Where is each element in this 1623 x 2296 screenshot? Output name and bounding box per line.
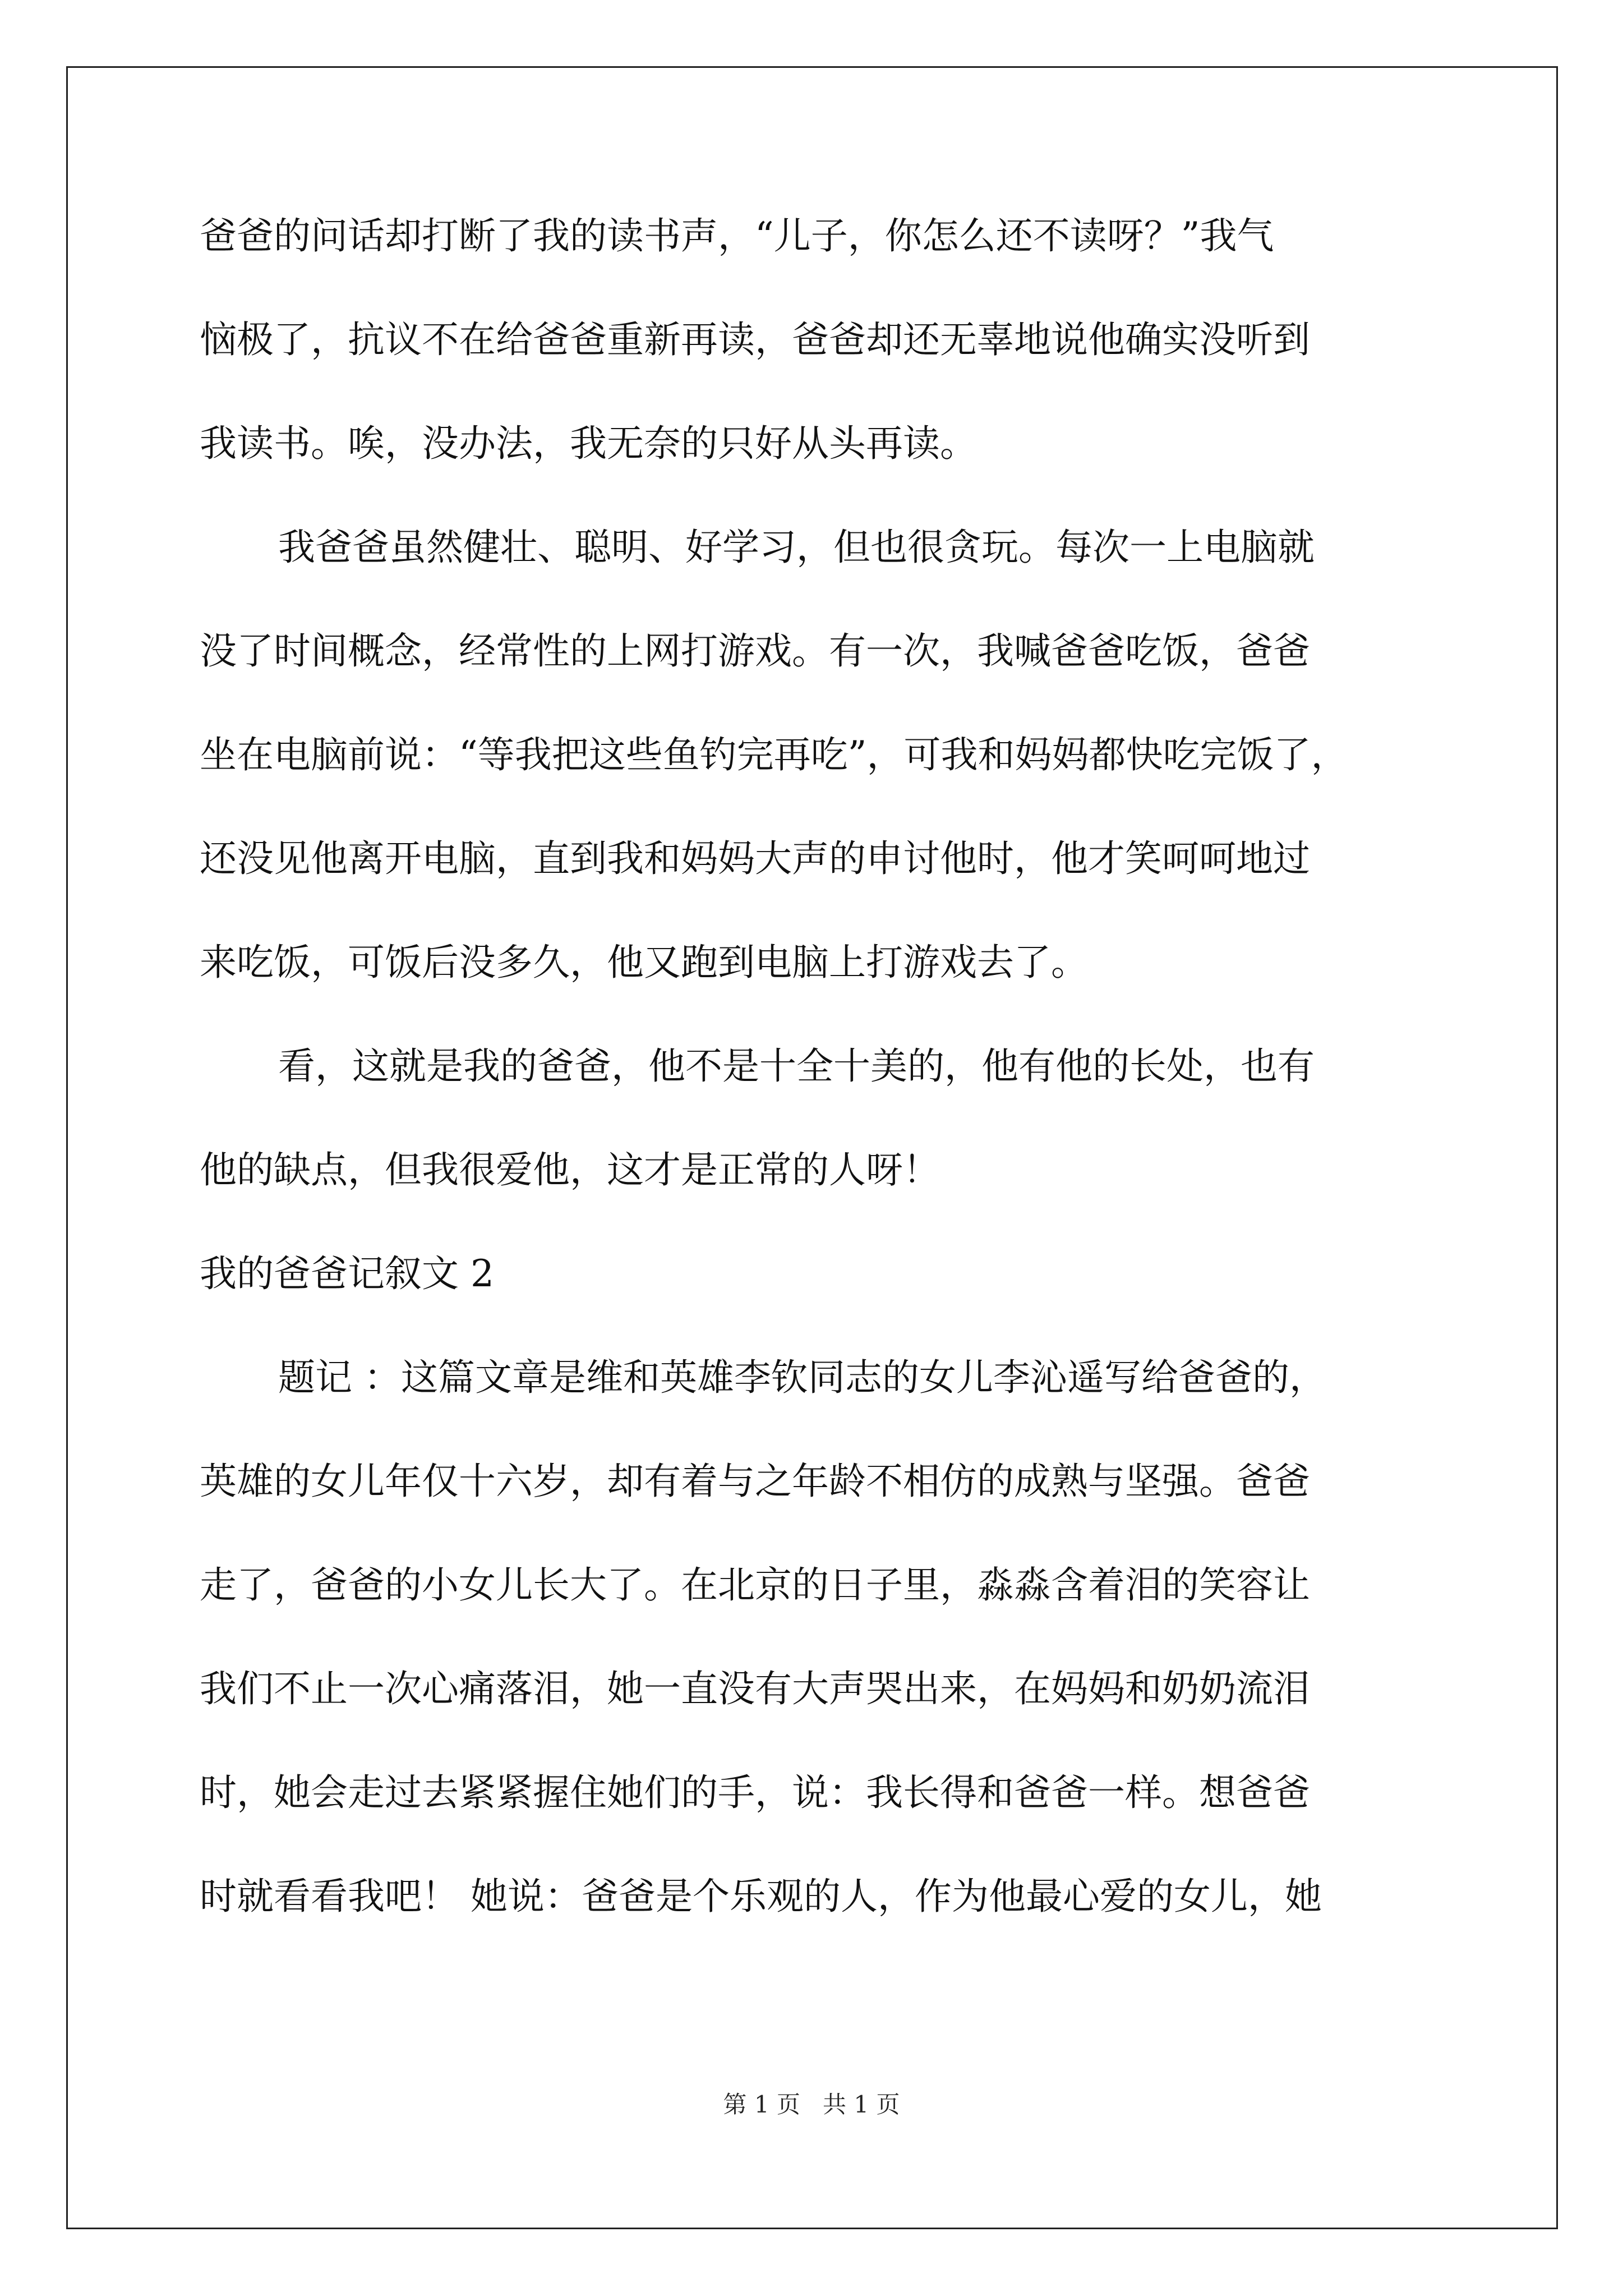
paragraph-start-line: 我爸爸虽然健壮、聪明、好学习，但也很贪玩。每次一上电脑就	[278, 526, 1315, 569]
section-heading: 我的爸爸记叙文 2	[200, 1252, 494, 1295]
text-line: 还没见他离开电脑，直到我和妈妈大声的申讨他时，他才笑呵呵地过	[200, 837, 1310, 880]
text-line: 走了，爸爸的小女儿长大了。在北京的日子里，淼淼含着泪的笑容让	[200, 1563, 1310, 1607]
page-number-label: 第 1 页 共 1 页	[723, 2091, 900, 2118]
text-line: 爸爸的问话却打断了我的读书声，“儿子，你怎么还不读呀？”我气	[200, 214, 1274, 257]
text-line: 时就看看我吧！ 她说：爸爸是个乐观的人，作为他最心爱的女儿，她	[200, 1875, 1322, 1918]
text-line: 时，她会走过去紧紧握住她们的手，说：我长得和爸爸一样。想爸爸	[200, 1771, 1310, 1814]
text-line: 来吃饭，可饭后没多久，他又跑到电脑上打游戏去了。	[200, 941, 1088, 984]
text-line: 没了时间概念，经常性的上网打游戏。有一次，我喊爸爸吃饭，爸爸	[200, 629, 1310, 673]
text-line: 他的缺点，但我很爱他，这才是正常的人呀！	[200, 1148, 940, 1191]
text-line: 英雄的女儿年仅十六岁，却有着与之年龄不相仿的成熟与坚强。爸爸	[200, 1460, 1310, 1503]
text-line: 我读书。唉，没办法，我无奈的只好从头再读。	[200, 422, 977, 465]
paragraph-start-line: 看，这就是我的爸爸，他不是十全十美的，他有他的长处，也有	[278, 1045, 1315, 1088]
text-line: 我们不止一次心痛落泪，她一直没有大声哭出来，在妈妈和奶奶流泪	[200, 1667, 1310, 1710]
text-line: 坐在电脑前说：“等我把这些鱼钓完再吃”，可我和妈妈都快吃完饭了，	[200, 733, 1348, 776]
paragraph-start-line: 题记 ：这篇文章是维和英雄李钦同志的女儿李沁遥写给爸爸的，	[278, 1356, 1326, 1399]
text-line: 恼极了，抗议不在给爸爸重新再读，爸爸却还无辜地说他确实没听到	[200, 318, 1310, 361]
page-footer	[0, 2088, 1623, 2122]
